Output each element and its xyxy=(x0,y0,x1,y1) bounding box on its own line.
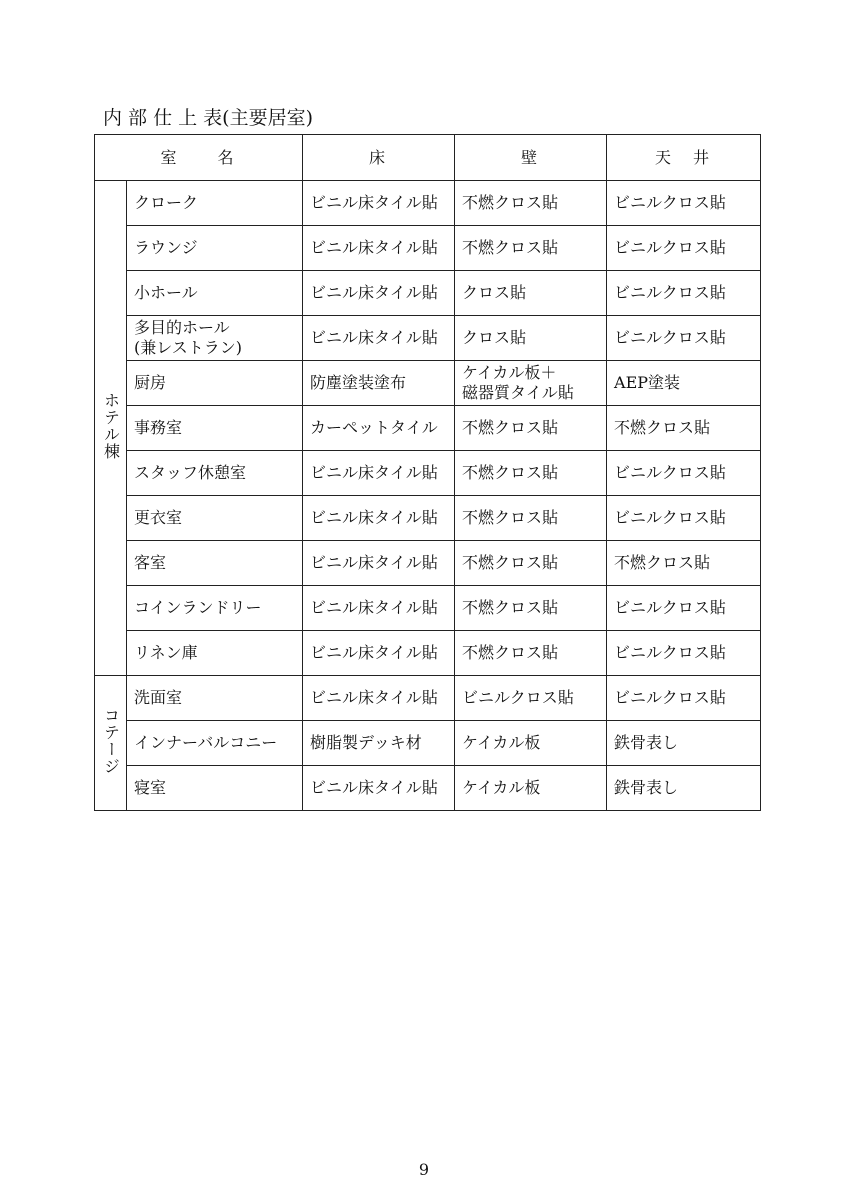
room-text: 寝室 xyxy=(134,778,167,797)
floor-cell xyxy=(303,541,455,586)
header-floor: 床 xyxy=(303,135,455,181)
wall-text: 不燃クロス貼 xyxy=(462,238,559,257)
wall-cell xyxy=(455,541,607,586)
room-cell xyxy=(127,271,303,316)
room-text: ラウンジ xyxy=(134,238,198,257)
ceiling-cell xyxy=(607,361,761,406)
room-text: コインランドリー xyxy=(134,598,262,617)
ceiling-cell xyxy=(607,541,761,586)
ceiling-cell xyxy=(607,631,761,676)
room-text: 厨房 xyxy=(134,373,167,392)
wall-text: 不燃クロス貼 xyxy=(462,418,559,437)
floor-text: ビニル床タイル貼 xyxy=(310,193,438,212)
group-label: コテージ xyxy=(101,706,121,775)
wall-text: 不燃クロス貼 xyxy=(462,598,559,617)
room-cell xyxy=(127,226,303,271)
floor-text: ビニル床タイル貼 xyxy=(310,238,438,257)
room-text: 多目的ホール xyxy=(134,318,230,337)
wall-text: ケイカル板 xyxy=(462,733,541,752)
wall-cell xyxy=(455,316,607,361)
floor-cell xyxy=(303,766,455,811)
table-row xyxy=(95,451,761,496)
floor-cell xyxy=(303,676,455,721)
wall-text: クロス貼 xyxy=(462,328,527,347)
table-row xyxy=(95,676,761,721)
ceiling-cell xyxy=(607,496,761,541)
room-text: 更衣室 xyxy=(134,508,183,527)
floor-text: 防塵塗装塗布 xyxy=(310,373,407,392)
wall-text: 不燃クロス貼 xyxy=(462,508,559,527)
room-text: リネン庫 xyxy=(134,643,198,662)
floor-text: 樹脂製デッキ材 xyxy=(310,733,422,752)
floor-cell xyxy=(303,451,455,496)
wall-cell xyxy=(455,451,607,496)
floor-cell xyxy=(303,271,455,316)
table-row xyxy=(95,271,761,316)
wall-cell xyxy=(455,631,607,676)
room-text: インナーバルコニー xyxy=(134,733,278,752)
ceiling-cell xyxy=(607,721,761,766)
room-cell xyxy=(127,406,303,451)
wall-text: 不燃クロス貼 xyxy=(462,193,559,212)
floor-cell xyxy=(303,721,455,766)
wall-text: 不燃クロス貼 xyxy=(462,643,559,662)
floor-text: ビニル床タイル貼 xyxy=(310,643,438,662)
floor-cell xyxy=(303,181,455,226)
room-text: 客室 xyxy=(134,553,167,572)
floor-cell xyxy=(303,406,455,451)
room-cell xyxy=(127,631,303,676)
ceiling-text: ビニルクロス貼 xyxy=(614,328,726,347)
room-cell xyxy=(127,316,303,361)
table-row xyxy=(95,406,761,451)
ceiling-cell xyxy=(607,586,761,631)
ceiling-cell xyxy=(607,451,761,496)
table-body xyxy=(95,181,761,811)
room-cell xyxy=(127,586,303,631)
floor-text: カーペットタイル xyxy=(310,418,438,437)
floor-text: ビニル床タイル貼 xyxy=(310,328,438,347)
wall-cell xyxy=(455,586,607,631)
ceiling-text: 鉄骨表し xyxy=(614,733,679,752)
wall-cell xyxy=(455,721,607,766)
wall-cell xyxy=(455,361,607,406)
ceiling-cell xyxy=(607,226,761,271)
table-header-row xyxy=(95,135,761,181)
header-ceiling: 天 井 xyxy=(607,135,761,181)
ceiling-text: ビニルクロス貼 xyxy=(614,598,726,617)
floor-text: ビニル床タイル貼 xyxy=(310,553,438,572)
floor-text: ビニル床タイル貼 xyxy=(310,508,438,527)
ceiling-text: 鉄骨表し xyxy=(614,778,679,797)
ceiling-text: AEP塗装 xyxy=(614,373,681,392)
group-label: ホテル棟 xyxy=(101,391,121,460)
table-row xyxy=(95,496,761,541)
group-label-cell xyxy=(95,181,127,676)
table-row xyxy=(95,361,761,406)
table-row xyxy=(95,316,761,361)
room-text: (兼レストラン) xyxy=(134,338,243,357)
room-text: 洗面室 xyxy=(134,688,183,707)
wall-cell xyxy=(455,226,607,271)
page-number: 9 xyxy=(418,1160,430,1179)
ceiling-text: ビニルクロス貼 xyxy=(614,463,726,482)
wall-text: 不燃クロス貼 xyxy=(462,553,559,572)
room-cell xyxy=(127,541,303,586)
wall-text: クロス貼 xyxy=(462,283,527,302)
header-wall: 壁 xyxy=(455,135,607,181)
ceiling-text: ビニルクロス貼 xyxy=(614,508,726,527)
group-label-cell xyxy=(95,676,127,811)
room-cell xyxy=(127,721,303,766)
ceiling-text: ビニルクロス貼 xyxy=(614,688,726,707)
floor-cell xyxy=(303,631,455,676)
ceiling-text: ビニルクロス貼 xyxy=(614,238,726,257)
table-row xyxy=(95,226,761,271)
ceiling-cell xyxy=(607,181,761,226)
wall-cell xyxy=(455,766,607,811)
table-row xyxy=(95,721,761,766)
table-row xyxy=(95,586,761,631)
table-row xyxy=(95,541,761,586)
floor-text: ビニル床タイル貼 xyxy=(310,778,438,797)
table-row xyxy=(95,631,761,676)
room-cell xyxy=(127,361,303,406)
ceiling-cell xyxy=(607,271,761,316)
room-cell xyxy=(127,181,303,226)
wall-text: 不燃クロス貼 xyxy=(462,463,559,482)
ceiling-cell xyxy=(607,676,761,721)
room-text: 小ホール xyxy=(134,283,198,302)
room-text: 事務室 xyxy=(134,418,183,437)
wall-cell xyxy=(455,676,607,721)
floor-cell xyxy=(303,226,455,271)
ceiling-text: ビニルクロス貼 xyxy=(614,193,726,212)
room-cell xyxy=(127,766,303,811)
wall-text: ケイカル板＋ xyxy=(462,363,557,382)
room-text: スタッフ休憩室 xyxy=(134,463,247,482)
wall-cell xyxy=(455,496,607,541)
room-cell xyxy=(127,496,303,541)
wall-text: ビニルクロス貼 xyxy=(462,688,574,707)
floor-text: ビニル床タイル貼 xyxy=(310,463,438,482)
room-text: クローク xyxy=(134,193,199,212)
floor-cell xyxy=(303,361,455,406)
ceiling-text: 不燃クロス貼 xyxy=(614,553,711,572)
ceiling-cell xyxy=(607,766,761,811)
floor-text: ビニル床タイル貼 xyxy=(310,598,438,617)
ceiling-cell xyxy=(607,316,761,361)
wall-cell xyxy=(455,271,607,316)
room-cell xyxy=(127,451,303,496)
interior-finish-table xyxy=(94,134,761,811)
table-row xyxy=(95,766,761,811)
ceiling-text: 不燃クロス貼 xyxy=(614,418,711,437)
ceiling-cell xyxy=(607,406,761,451)
ceiling-text: ビニルクロス貼 xyxy=(614,643,726,662)
table-row xyxy=(95,181,761,226)
page-title: 内 部 仕 上 表(主要居室) xyxy=(103,107,313,129)
floor-cell xyxy=(303,316,455,361)
wall-text: 磁器質タイル貼 xyxy=(462,383,574,402)
floor-cell xyxy=(303,586,455,631)
wall-text: ケイカル板 xyxy=(462,778,541,797)
floor-cell xyxy=(303,496,455,541)
floor-text: ビニル床タイル貼 xyxy=(310,283,438,302)
ceiling-text: ビニルクロス貼 xyxy=(614,283,726,302)
room-cell xyxy=(127,676,303,721)
header-room-name: 室 名 xyxy=(95,135,303,181)
wall-cell xyxy=(455,406,607,451)
wall-cell xyxy=(455,181,607,226)
floor-text: ビニル床タイル貼 xyxy=(310,688,438,707)
